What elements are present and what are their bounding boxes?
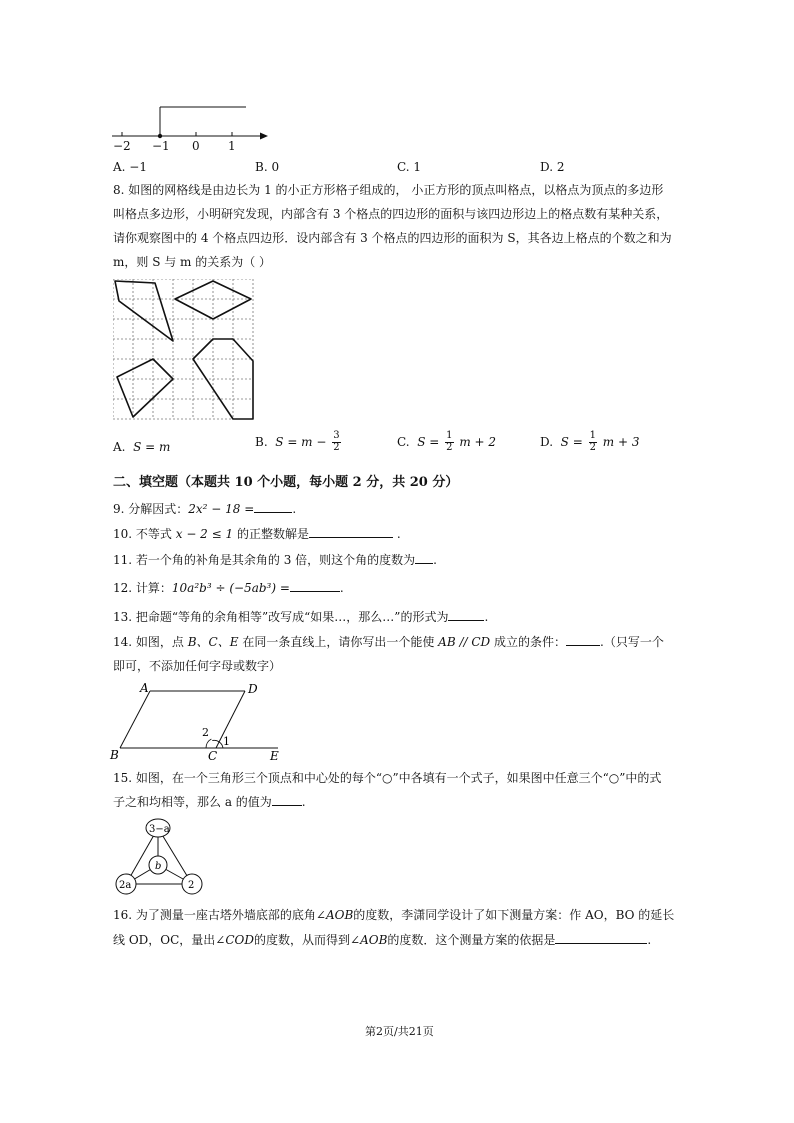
- point-a-label: A: [140, 681, 149, 695]
- page-footer: 第2页/共21页: [365, 1025, 434, 1038]
- q12: 12. 计算：10a²b³ ÷ (−5ab³) = .: [113, 581, 344, 595]
- q8-option-d: D. S = $\frac{1}{2}$ m + 3: [540, 430, 640, 453]
- q8-option-c: C. S = $\frac{1}{2}$ m + 2: [397, 430, 497, 453]
- angle-2-label: 2: [202, 726, 209, 739]
- center-circle-label: b: [155, 861, 162, 872]
- triangle-circles-figure: [108, 814, 212, 900]
- point-d-label: D: [248, 682, 258, 696]
- q7-option-d: D. 2: [540, 160, 565, 174]
- q14-line-1: 14. 如图，点 B、C、E 在同一条直线上，请你写出一个能使 AB // CD 成立的条件： .（只写一个: [113, 635, 664, 649]
- q8-line-4: m，则 S 与 m 的关系为（ ）: [113, 255, 272, 269]
- q7-option-c: C. 1: [397, 160, 422, 174]
- answer-blank[interactable]: [272, 805, 302, 806]
- parallelogram-figure: [108, 680, 298, 762]
- q16-line-2: 线 OD，OC，量出∠COD的度数，从而得到∠AOB的度数．这个测量方案的依据是 .: [113, 933, 652, 947]
- q10: 10. 不等式 x − 2 ≤ 1 的正整数解是 .: [113, 527, 401, 541]
- tick-label: 0: [192, 139, 200, 153]
- point-b-label: B: [110, 748, 119, 762]
- q13: 13. 把命题“等角的余角相等”改写成“如果…，那么…”的形式为 .: [113, 610, 489, 624]
- q8-line-1: 8. 如图的网格线是由边长为 1 的小正方形格子组成的， 小正方形的顶点叫格点，以格点为顶点的多边形: [113, 183, 664, 197]
- right-circle-label: 2: [188, 880, 195, 891]
- answer-blank[interactable]: [448, 620, 484, 621]
- answer-blank[interactable]: [566, 645, 600, 646]
- answer-blank[interactable]: [309, 537, 393, 538]
- q14-line-2: 即可，不添加任何字母或数字）: [113, 659, 282, 673]
- section-heading: 二、填空题（本题共 10 个小题，每小题 2 分，共 20 分）: [113, 475, 459, 490]
- point-c-label: C: [208, 749, 218, 762]
- top-circle-label: 3−a: [149, 824, 170, 835]
- left-circle-label: 2a: [119, 880, 132, 891]
- tick-label: −1: [152, 139, 170, 153]
- answer-blank[interactable]: [254, 512, 292, 513]
- tick-label: −2: [113, 139, 131, 153]
- lattice-polygon-grid-figure: [113, 279, 255, 421]
- lattice-quad-1: [115, 281, 173, 341]
- q8-option-b: B. S = m − $\frac{3}{2}$: [255, 430, 340, 453]
- q15-line-2: 子之和均相等，那么 a 的值为 .: [113, 795, 306, 809]
- answer-blank[interactable]: [415, 563, 433, 564]
- q11: 11. 若一个角的补角是其余角的 3 倍，则这个角的度数为 .: [113, 553, 437, 567]
- tick-label: 1: [228, 139, 236, 153]
- q8-option-a: A. S = m: [113, 440, 171, 454]
- q15-line-1: 15. 如图，在一个三角形三个顶点和中心处的每个“○”中各填有一个式子，如果图中任意三个“○”中的式: [113, 771, 662, 785]
- q7-option-a: A. −1: [113, 160, 147, 174]
- q8-line-3: 请你观察图中的 4 个格点四边形．设内部含有 3 个格点的四边形的面积为 S，其各边上格点的个数之和为: [113, 231, 672, 245]
- lattice-quad-3: [117, 359, 173, 417]
- q7-option-b: B. 0: [255, 160, 280, 174]
- answer-blank[interactable]: [290, 591, 340, 592]
- q9: 9. 分解因式：2x² − 18 = .: [113, 502, 297, 516]
- q8-line-2: 叫格点多边形，小明研究发现，内部含有 3 个格点的四边形的面积与该四边形边上的格点数有某种关系，: [113, 207, 669, 221]
- answer-blank[interactable]: [555, 943, 647, 944]
- q16-line-1: 16. 为了测量一座古塔外墙底部的底角∠AOB的度数，李潇同学设计了如下测量方案：作 AO，BO 的延长: [113, 908, 675, 922]
- angle-1-label: 1: [223, 735, 230, 748]
- point-e-label: E: [270, 749, 279, 762]
